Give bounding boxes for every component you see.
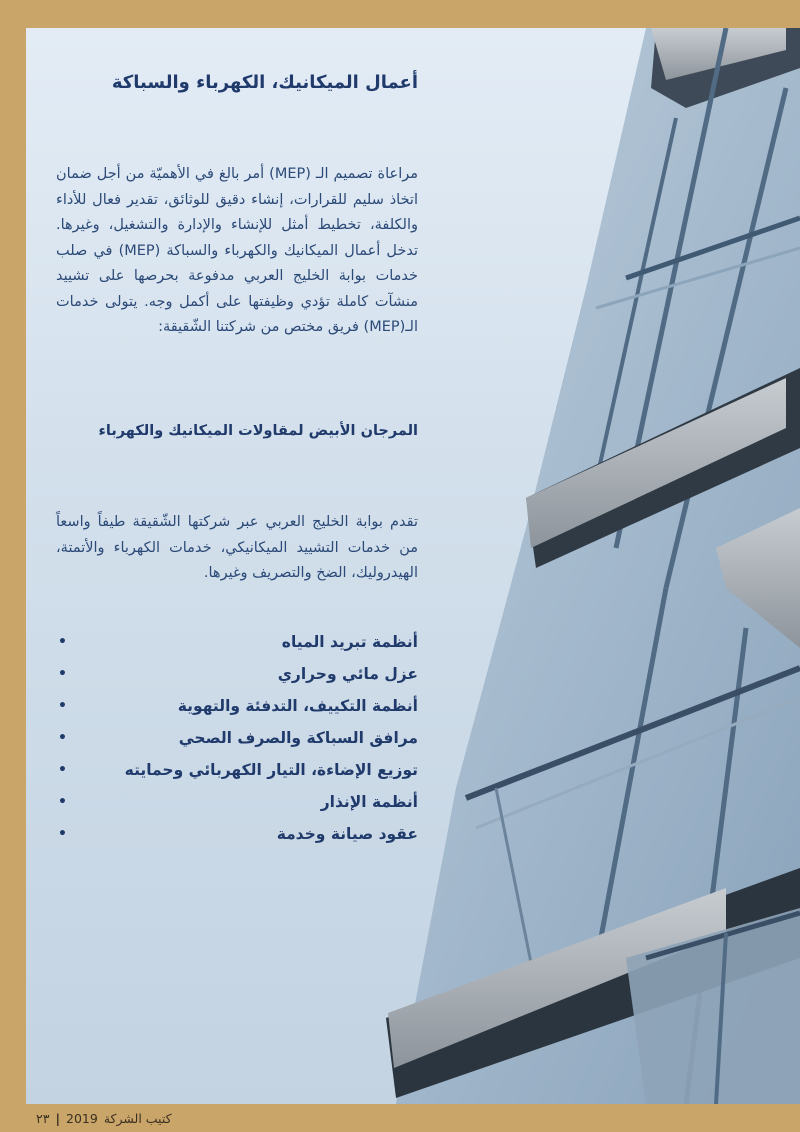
footer-separator: | <box>55 1110 61 1126</box>
service-label: عزل مائي وحراري <box>277 665 418 683</box>
bullet-icon: • <box>58 698 67 714</box>
footer-label: كتيب الشركة <box>103 1110 172 1126</box>
footer-year: 2019 <box>66 1110 98 1126</box>
bullet-icon: • <box>58 666 67 682</box>
bullet-icon: • <box>58 730 67 746</box>
sister-company-name: المرجان الأبيض لمقاولات الميكانيك والكهرباء <box>98 423 418 439</box>
bullet-icon: • <box>58 762 67 778</box>
bullet-icon: • <box>58 794 67 810</box>
service-label: عقود صيانة وخدمة <box>276 825 418 843</box>
page-number: ٢٣ <box>36 1110 50 1126</box>
services-paragraph: تقدم بوابة الخليج العربي عبر شركتها الشّقيقة طيفاً واسعاً من خدمات التشييد الميكانيكي، خدمات الكهرباء والأتمتة، الهيدروليك، الضخ والتصريف وغيرها. <box>56 514 418 581</box>
page-panel <box>26 28 800 1104</box>
service-label: مرافق السباكة والصرف الصحي <box>178 729 418 747</box>
list-item <box>56 754 418 786</box>
service-label: أنظمة تبريد المياه <box>281 633 418 651</box>
page-title: أعمال الميكانيك، الكهرباء والسباكة <box>111 72 418 93</box>
service-label: توزيع الإضاءة، التيار الكهربائي وحمايته <box>124 761 418 779</box>
list-item <box>56 658 418 690</box>
list-item <box>56 818 418 850</box>
bullet-icon: • <box>58 634 67 650</box>
list-item <box>56 626 418 658</box>
list-item <box>56 786 418 818</box>
page-footer <box>36 1107 172 1129</box>
service-label: أنظمة الإنذار <box>320 793 418 811</box>
services-list <box>56 626 418 850</box>
bullet-icon: • <box>58 826 67 842</box>
list-item <box>56 690 418 722</box>
intro-paragraph: مراعاة تصميم الـ (MEP) أمر بالغ في الأهميّة من أجل ضمان اتخاذ سليم للقرارات، إنشاء دقيق للوثائق، تقدير فعال للأداء والكلفة، تخطيط أمثل للإنشاء والإدارة والتشغيل، وغيرها. تدخل أعمال الميكانيك والكهرباء والسباكة (MEP) في صلب خدمات بوابة الخليج العربي مدفوعة بحرصها على تشييد منشآت كاملة تؤدي وظيفتها على أكمل وجه. يتولى خدمات الـ(MEP) فريق مختص من شركتنا الشّقيقة: <box>56 166 418 335</box>
service-label: أنظمة التكييف، التدفئة والتهوية <box>177 697 418 715</box>
list-item <box>56 722 418 754</box>
